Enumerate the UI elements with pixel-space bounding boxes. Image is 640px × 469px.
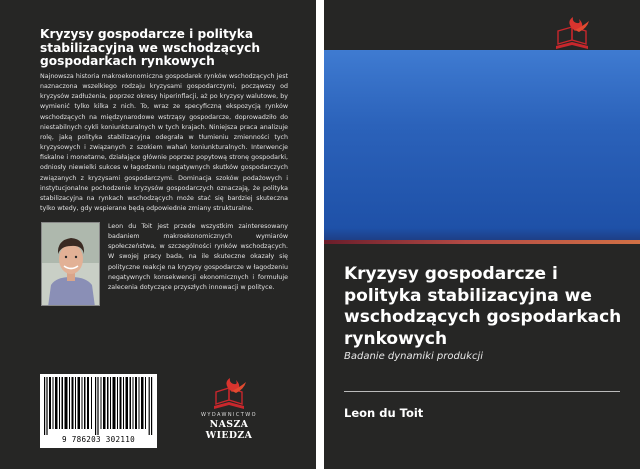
isbn-number: 9 786203 302110	[61, 435, 136, 444]
author-photo	[41, 222, 100, 306]
spine-gap	[316, 0, 324, 469]
publisher-logo	[188, 376, 270, 442]
barcode-bars	[44, 377, 153, 435]
blue-band-shadow	[324, 228, 640, 240]
accent-stripe	[324, 240, 640, 244]
front-cover	[324, 0, 640, 469]
front-cover-subtitle: Badanie dynamiki produkcji	[344, 351, 484, 362]
book-flame-icon	[188, 376, 270, 412]
book-flame-icon	[534, 14, 610, 52]
blue-band	[324, 50, 640, 240]
divider-line	[344, 391, 620, 392]
front-cover-title: Kryzysy gospodarcze i polityka stabilizacyjna we wschodzących gospodarkach rynkowych	[344, 264, 622, 349]
publisher-small-label: WYDAWNICTWO	[201, 412, 257, 418]
book-description: Najnowsza historia makroekonomiczna gospodarek rynków wschodzących jest naznaczona wszelkiego rodzaju kryzysami gospodarczymi, począwszy od kryzysów zadłużenia, poprzez okresy hiperinflacji, aż po kryzysy walutowe, by wymienić tylko kilka z nich. To, wraz ze specyficzną ekspozycją rynków wschodzących na międzynarodowe wstrząsy gospodarcze, doprowadziło do niestabilnych cykli koniunkturalnych w tych krajach. Niniejsza praca analizuje rolę, jaką polityka stabilizacyjna odegrała w tłumieniu zmienności tych kryzysowych i związanych z szokiem wahań koniunkturalnych. Interwencje fiskalne i monetarne, działające głównie poprzez popytową stronę gospodarki, odniosły niewielki sukces w łagodzeniu negatywnych skutków gospodarczych związanych z kryzysami gospodarczymi. Dominacja szoków podażowych i instytucjonalne pochodzenie kryzysów gospodarczych oznaczają, że polityka stabilizacyjna na rynkach wschodzących może stać się bardziej skuteczna tylko wtedy, gdy wspierane będą odpowiednie zmiany strukturalne.	[40, 73, 288, 213]
back-cover	[0, 0, 316, 469]
front-cover-author: Leon du Toit	[344, 406, 424, 420]
author-bio: Leon du Toit jest przede wszystkim zainteresowany badaniem makroekonomicznych wymiarów społeczeństwa, w szczególności rynków wschodzących. W swojej pracy bada, na ile skuteczne okazały się polityczne reakcje na kryzysy gospodarcze w łagodzeniu negatywnych konsekwencji ekonomicznych i formułuje zalecenia dotyczące przyszłych innowacji w polityce.	[108, 223, 288, 291]
publisher-name: NASZA WIEDZA	[205, 419, 253, 441]
back-cover-title: Kryzysy gospodarcze i polityka stabilizacyjna we wschodzących gospodarkach rynkowych	[40, 27, 261, 69]
isbn-barcode	[40, 374, 157, 448]
